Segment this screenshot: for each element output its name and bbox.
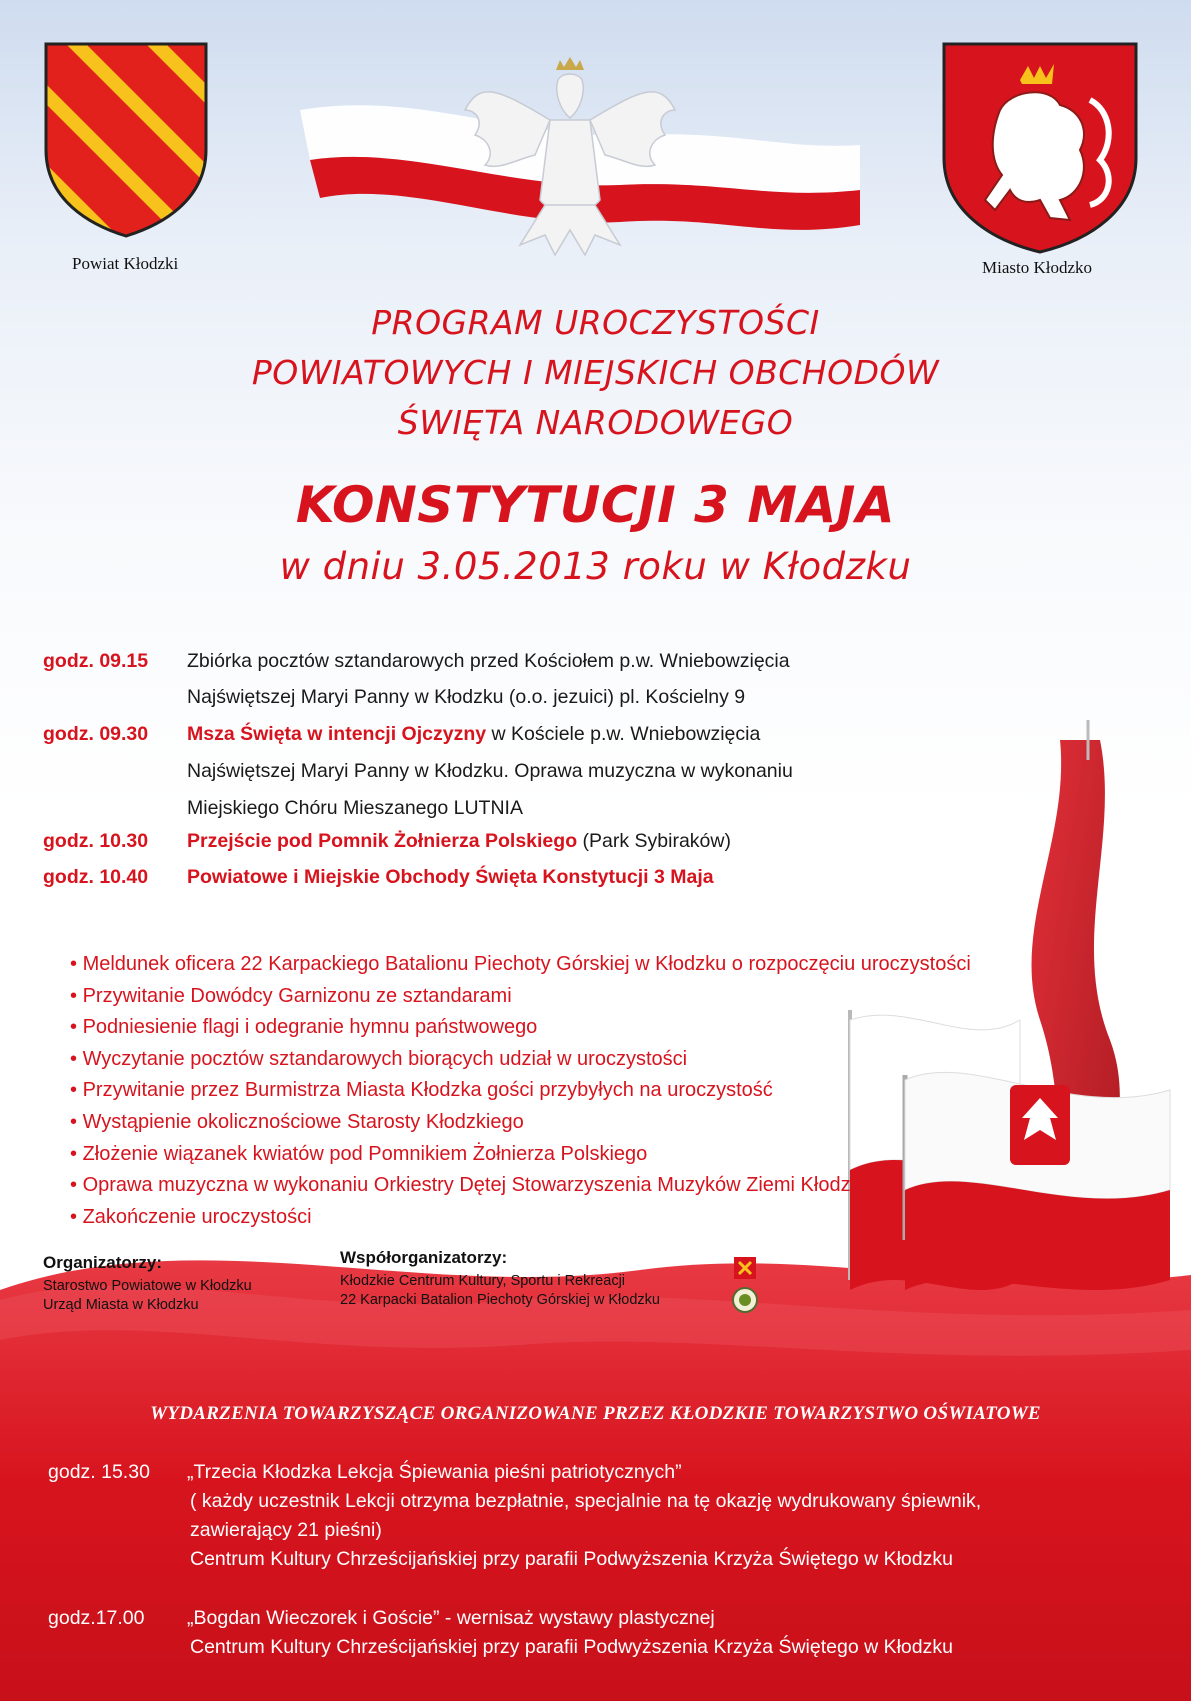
schedule-line — [187, 797, 523, 820]
event-line: ( każdy uczestnik Lekcji otrzyma bezpłatnie, specjalnie na tę okazję wydrukowany śpiewnik, — [190, 1490, 982, 1512]
schedule-line — [187, 686, 745, 709]
date-line: w dniu 3.05.2013 roku w Kłodzku — [279, 545, 912, 588]
program-heading-line2: POWIATOWYCH I MIEJSKICH OBCHODÓW — [251, 353, 940, 392]
schedule-time: godz. 10.30 — [43, 830, 149, 852]
batalion-logo-icon — [732, 1287, 758, 1313]
schedule-line-text: Zbiórka pocztów sztandarowych przed Kościołem p.w. Wniebowzięcia — [187, 650, 790, 672]
ceremony-item: • Wystąpienie okolicznościowe Starosty Kłodzkiego — [70, 1111, 524, 1134]
event-time: godz. 15.30 — [48, 1461, 150, 1483]
ceremony-item: • Przywitanie przez Burmistrza Miasta Kłodzka gości przybyłych na uroczystość — [70, 1079, 773, 1102]
schedule-time: godz. 09.15 — [43, 650, 149, 672]
event-line: Centrum Kultury Chrześcijańskiej przy parafii Podwyższenia Krzyża Świętego w Kłodzku — [190, 1636, 953, 1658]
ceremony-item: • Podniesienie flagi i odegranie hymnu państwowego — [70, 1016, 537, 1039]
schedule-line — [187, 760, 793, 783]
program-heading-line3: ŚWIĘTA NARODOWEGO — [397, 403, 794, 442]
event-line: zawierający 21 pieśni) — [190, 1519, 382, 1541]
schedule-line-text: Najświętszej Maryi Panny w Kłodzku (o.o. jezuici) pl. Kościelny 9 — [187, 686, 746, 708]
events-heading: WYDARZENIA TOWARZYSZĄCE ORGANIZOWANE PRZEZ KŁODZKIE TOWARZYSTWO OŚWIATOWE — [150, 1403, 1041, 1424]
schedule-line — [187, 650, 790, 673]
schedule-line-text: Miejskiego Chóru Mieszanego LUTNIA — [187, 797, 523, 819]
event-line: „Bogdan Wieczorek i Goście” - wernisaż wystawy plastycznej — [187, 1607, 715, 1629]
main-title: KONSTYTUCJI 3 MAJA — [295, 476, 896, 534]
schedule-line — [187, 830, 731, 853]
schedule-line — [187, 723, 760, 746]
event-line: Centrum Kultury Chrześcijańskiej przy parafii Podwyższenia Krzyża Świętego w Kłodzku — [190, 1548, 953, 1570]
ceremony-item: • Złożenie wiązanek kwiatów pod Pomnikiem Żołnierza Polskiego — [70, 1143, 647, 1166]
schedule-line-bold: Msza Święta w intencji Ojczyzny — [187, 723, 487, 745]
left-crest-label: Powiat Kłodzki — [72, 254, 179, 273]
coorganizers-heading: Współorganizatorzy: — [340, 1248, 508, 1267]
ceremony-item: • Przywitanie Dowódcy Garnizonu ze sztandarami — [70, 985, 512, 1008]
ceremony-item: • Zakończenie uroczystości — [70, 1206, 312, 1229]
event-line: „Trzecia Kłodzka Lekcja Śpiewania pieśni patriotycznych” — [187, 1461, 682, 1483]
program-heading-line1: PROGRAM UROCZYSTOŚCI — [371, 303, 820, 342]
ceremony-item: • Meldunek oficera 22 Karpackiego Batalionu Piechoty Górskiej w Kłodzku o rozpoczęciu uroczystości — [70, 953, 971, 976]
miasto-klodzko-crest-icon — [940, 40, 1140, 256]
schedule-time: godz. 10.40 — [43, 866, 149, 888]
powiat-klodzki-crest-icon — [42, 40, 210, 240]
schedule-line-text: w Kościele p.w. Wniebowzięcia — [486, 723, 761, 745]
kckisr-logo-icon — [734, 1257, 756, 1279]
polish-eagle-banner-icon — [300, 40, 860, 270]
organizer-line: Starostwo Powiatowe w Kłodzku — [43, 1278, 252, 1294]
schedule-time: godz. 09.30 — [43, 723, 149, 745]
coorganizer-line: 22 Karpacki Batalion Piechoty Górskiej w Kłodzku — [340, 1292, 660, 1308]
organizer-line: Urząd Miasta w Kłodzku — [43, 1297, 199, 1313]
schedule-line-text: (Park Sybiraków) — [577, 830, 731, 852]
schedule-line — [187, 866, 714, 889]
ceremony-item: • Wyczytanie pocztów sztandarowych biorących udział w uroczystości — [70, 1048, 687, 1071]
schedule-line-bold: Przejście pod Pomnik Żołnierza Polskiego — [187, 830, 578, 852]
event-time: godz.17.00 — [48, 1607, 145, 1629]
schedule-line-text: Najświętszej Maryi Panny w Kłodzku. Oprawa muzyczna w wykonaniu — [187, 760, 793, 782]
flags-decoration — [770, 720, 1191, 1360]
ceremony-item: • Oprawa muzyczna w wykonaniu Orkiestry Dętej Stowarzyszenia Muzyków Ziemi Kłodzkiej — [70, 1174, 881, 1197]
schedule-line-bold: Powiatowe i Miejskie Obchody Święta Konstytucji 3 Maja — [187, 866, 714, 888]
right-crest-label: Miasto Kłodzko — [982, 258, 1093, 277]
organizers-heading: Organizatorzy: — [43, 1253, 163, 1272]
coorganizer-line: Kłodzkie Centrum Kultury, Sportu i Rekreacji — [340, 1273, 626, 1289]
